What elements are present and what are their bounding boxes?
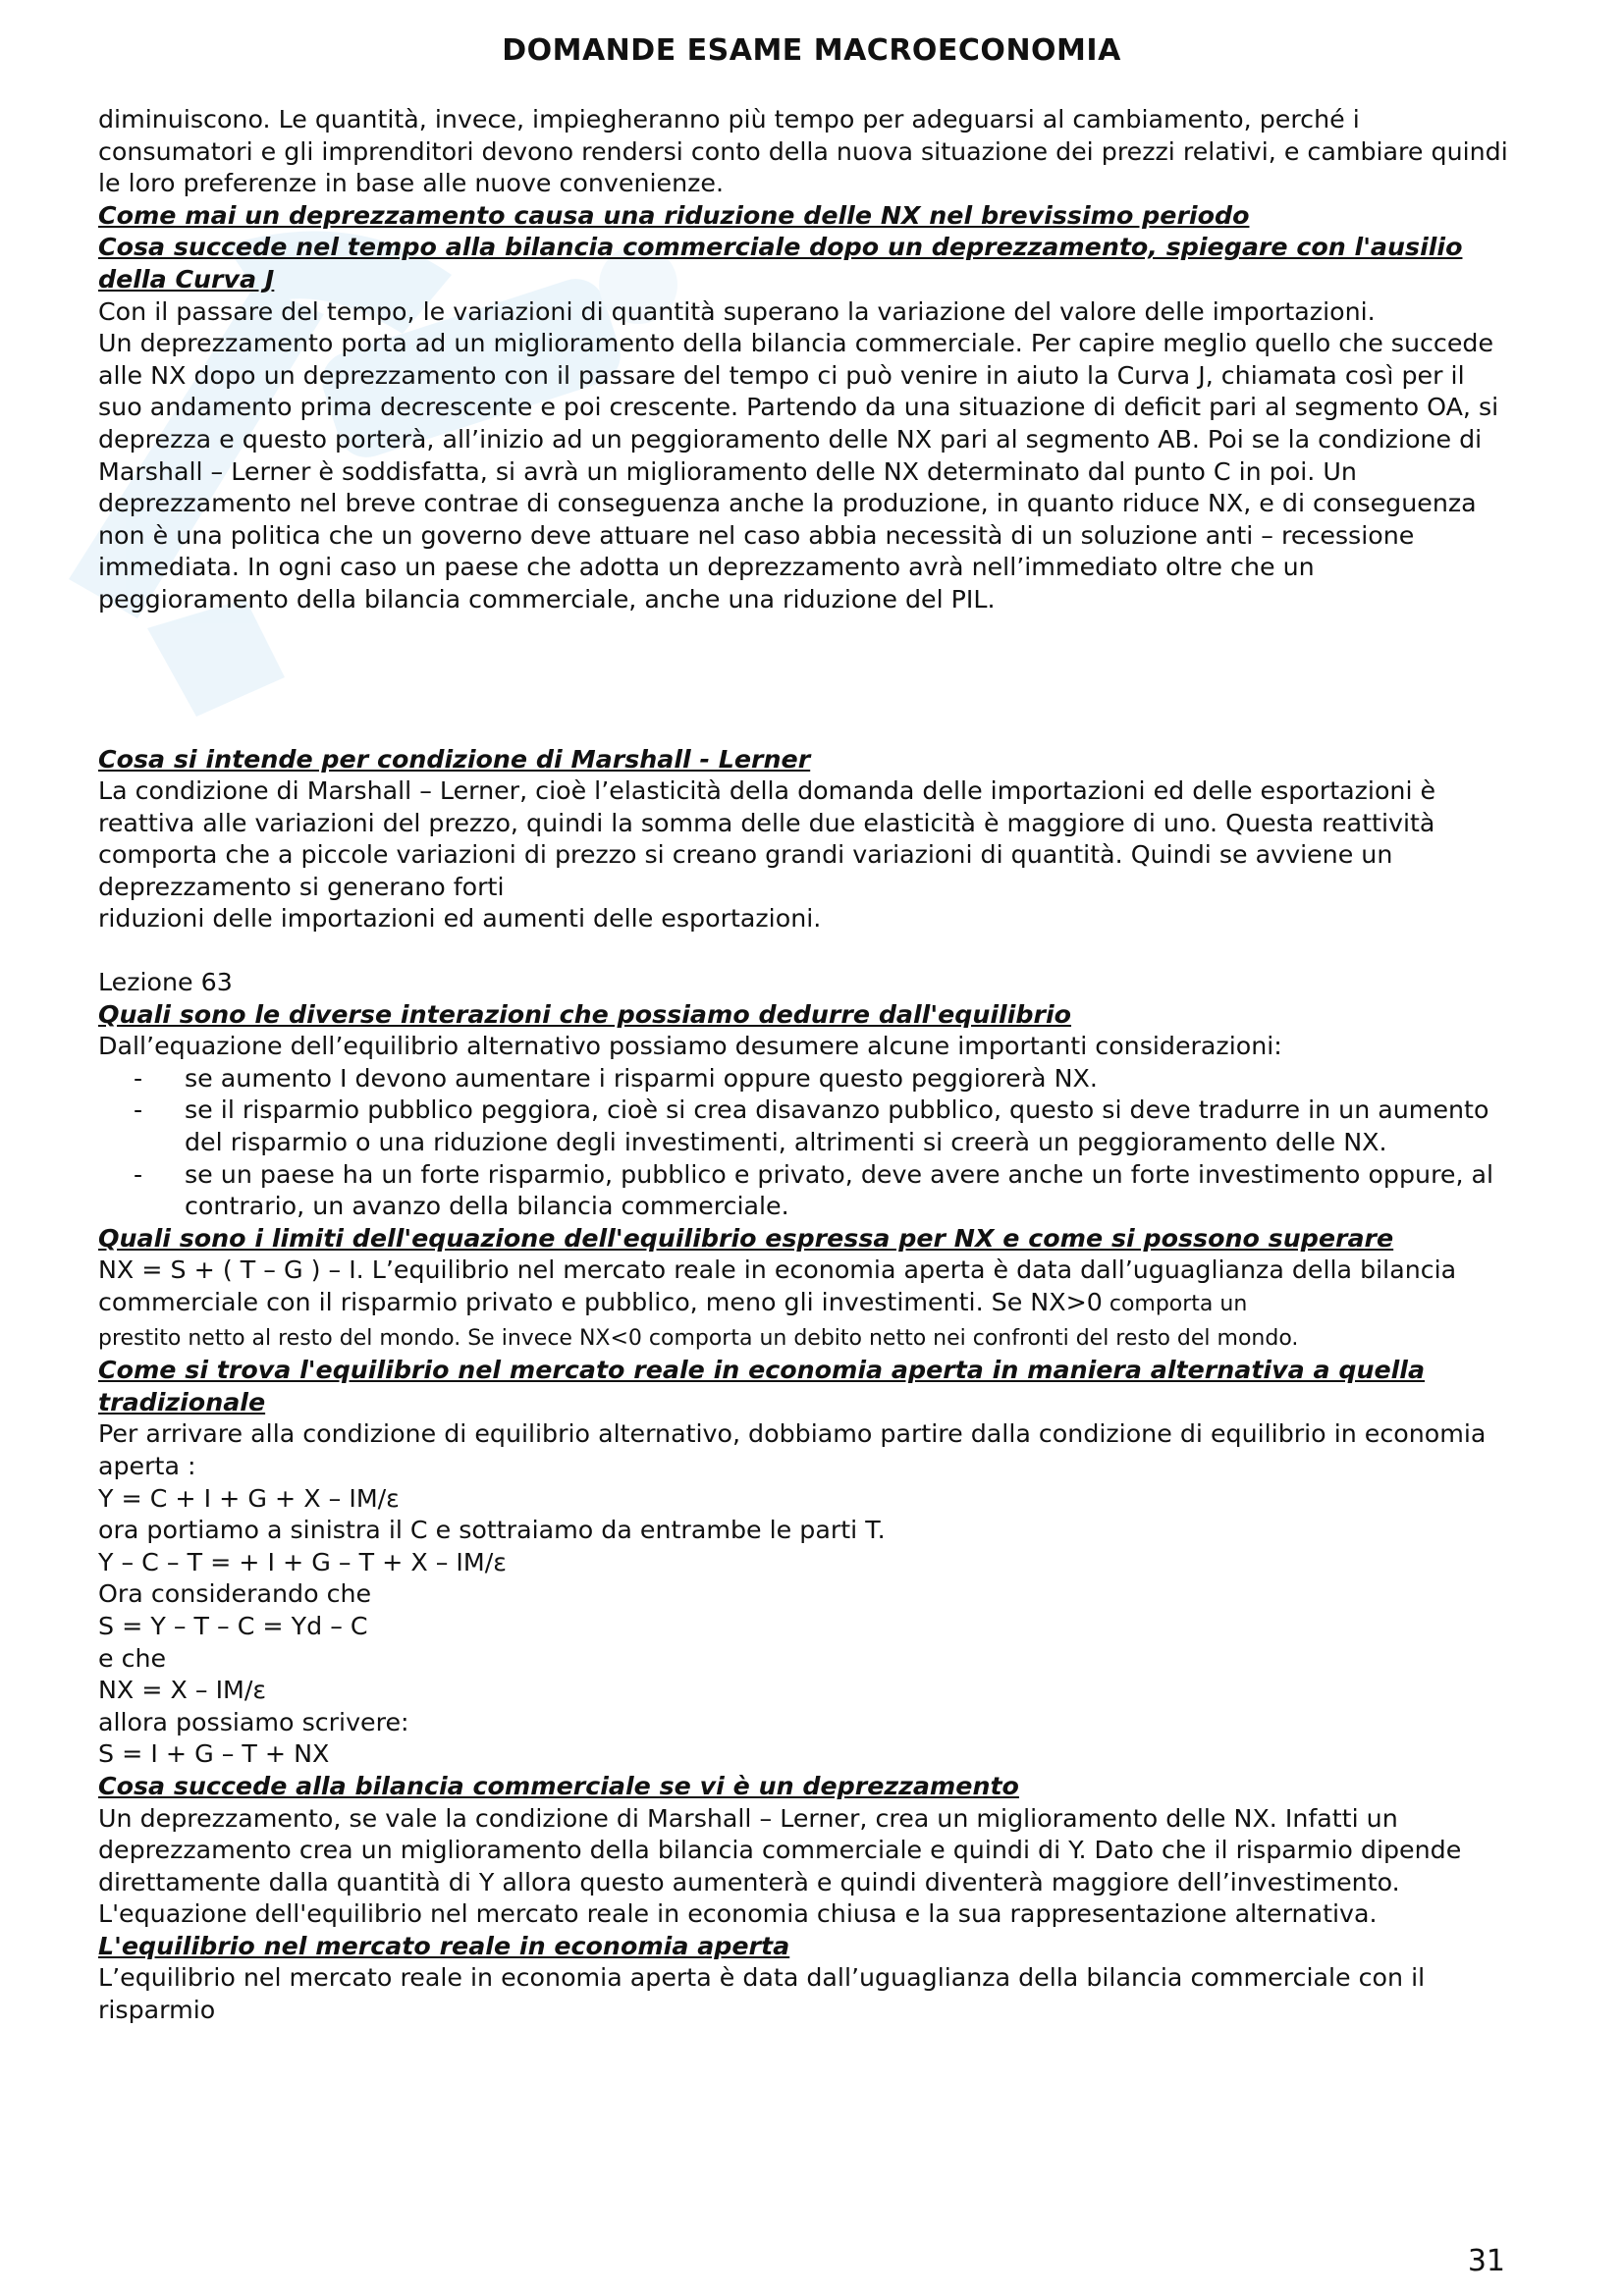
equation-1: Y = C + I + G + X – IM/ε	[98, 1483, 400, 1513]
list-item: - se aumento I devono aumentare i risparmi oppure questo peggiorerà NX.	[185, 1063, 1512, 1095]
vertical-spacer	[98, 616, 1512, 744]
page-header: DOMANDE ESAME MACROECONOMIA	[502, 33, 1121, 68]
question-brevissimo-periodo: Come mai un deprezzamento causa una riduzione delle NX nel brevissimo periodo	[98, 200, 1250, 230]
question-curva-j: Cosa succede nel tempo alla bilancia commerciale dopo un deprezzamento, spiegare con l'ausilio della Curva J	[98, 233, 1463, 294]
vertical-spacer	[98, 935, 1512, 967]
equation-4: NX = X – IM/ε	[98, 1676, 267, 1705]
equation-2: Y – C – T = + I + G – T + X – IM/ε	[98, 1547, 507, 1576]
list-item: - se il risparmio pubblico peggiora, cioè si crea disavanzo pubblico, questo si deve tradurre in un aumento del risparmio o una riduzione degli investimenti, altrimenti si creerà un peggioramento delle NX.	[185, 1095, 1512, 1158]
list-interazioni	[98, 1063, 1512, 1223]
paragraph-curva-j: Un deprezzamento porta ad un miglioramento della bilancia commerciale. Per capire meglio quello che succede alle NX dopo un deprezzamento con il passare del tempo ci può venire in aiuto la Curva J, chiamata così per il suo andamento prima decrescente e poi crescente. Partendo da una situazione di deficit pari al segmento OA, si deprezza e questo porterà, all’inizio ad un peggioramento delle NX pari al segmento AB. Poi se la condizione di Marshall – Lerner è soddisfatta, si avrà un miglioramento delle NX determinato dal punto C in poi. Un deprezzamento nel breve contrae di conseguenza anche la produzione, in quanto riduce NX, e di conseguenza non è una politica che un governo deve attuare nel caso abbia necessità di un soluzione anti – recessione immediata. In ogni caso un paese che adotta un deprezzamento avrà nell’immediato oltre che un peggioramento della bilancia commerciale, anche una riduzione del PIL.	[98, 329, 1499, 614]
question-deprezzamento: Cosa succede alla bilancia commerciale se vi è un deprezzamento	[98, 1771, 1019, 1800]
question-equilibrio-economia-aperta: L'equilibrio nel mercato reale in economia aperta	[98, 1931, 790, 1960]
equation-3: S = Y – T – C = Yd – C	[98, 1611, 368, 1640]
paragraph-marshall-lerner-1: La condizione di Marshall – Lerner, cioè l’elasticità della domanda delle importazioni ed delle esportazioni è reattiva alle variazioni del prezzo, quindi la somma delle due elasticità è maggiore di uno. Questa reattività comporta che a piccole variazioni di prezzo si creano grandi variazioni di quantità. Quindi se avviene un deprezzamento si generano forti	[98, 776, 1436, 901]
paragraph-alternativo-4: e che	[98, 1643, 167, 1673]
page-number: 31	[1467, 2244, 1505, 2278]
paragraph-interazioni: Dall’equazione dell’equilibrio alternativo possiamo desumere alcune importanti considerazioni:	[98, 1032, 1282, 1061]
paragraph-alternativo-intro: Per arrivare alla condizione di equilibrio alternativo, dobbiamo partire dalla condizione di equilibrio in economia aperta :	[98, 1419, 1487, 1480]
paragraph-limiti-small-1: comporta un	[1102, 1292, 1248, 1316]
equation-5: S = I + G – T + NX	[98, 1739, 330, 1769]
question-equilibrio-alternativo: Come si trova l'equilibrio nel mercato reale in economia aperta in maniera alternativa a quella tradizionale	[98, 1356, 1426, 1416]
paragraph-marshall-lerner-2: riduzioni delle importazioni ed aumenti delle esportazioni.	[98, 904, 822, 934]
paragraph-deprezzamento: Un deprezzamento, se vale la condizione di Marshall – Lerner, crea un miglioramento delle NX. Infatti un deprezzamento crea un miglioramento della bilancia commerciale e quindi di Y. Dato che il risparmio dipende direttamente dalla quantità di Y allora questo aumenterà e quindi diventerà maggiore dell’investimento. L'equazione dell'equilibrio nel mercato reale in economia chiusa e la sua rappresentazione alternativa.	[98, 1803, 1462, 1929]
question-marshall-lerner: Cosa si intende per condizione di Marshall - Lerner	[98, 744, 811, 774]
paragraph-alternativo-2: ora portiamo a sinistra il C e sottraiamo da entrambe le parti T.	[98, 1516, 886, 1545]
list-item: - se un paese ha un forte risparmio, pubblico e privato, deve avere anche un forte investimento oppure, al contrario, un avanzo della bilancia commerciale.	[185, 1159, 1512, 1223]
lesson-label: Lezione 63	[98, 968, 233, 997]
paragraph-limiti-main: NX = S + ( T – G ) – I. L’equilibrio nel mercato reale in economia aperta è data dall’uguaglianza della bilancia commerciale con il risparmio privato e pubblico, meno gli investimenti. Se NX>0	[98, 1255, 1457, 1316]
paragraph-equilibrio-economia-aperta: L’equilibrio nel mercato reale in economia aperta è data dall’uguaglianza della bilancia commerciale con il risparmio	[98, 1963, 1426, 2025]
paragraph-limiti	[98, 1255, 1512, 1355]
paragraph-limiti-small-2: prestito netto al resto del mondo. Se invece NX<0 comporta un debito netto nei confronti del resto del mondo.	[98, 1325, 1299, 1351]
paragraph-alternativo-5: allora possiamo scrivere:	[98, 1707, 409, 1736]
question-limiti-equazione: Quali sono i limiti dell'equazione dell'equilibrio espressa per NX e come si possono superare	[98, 1223, 1394, 1253]
paragraph-variazioni: Con il passare del tempo, le variazioni di quantità superano la variazione del valore delle importazioni.	[98, 296, 1376, 326]
paragraph-intro: diminuiscono. Le quantità, invece, impiegheranno più tempo per adeguarsi al cambiamento, perché i consumatori e gli imprenditori devono rendersi conto della nuova situazione dei prezzi relativi, e cambiare quindi le loro preferenze in base alle nuove convenienze.	[98, 105, 1508, 198]
question-interazioni: Quali sono le diverse interazioni che possiamo dedurre dall'equilibrio	[98, 999, 1072, 1029]
paragraph-alternativo-3: Ora considerando che	[98, 1579, 372, 1609]
document-body	[98, 104, 1512, 2027]
